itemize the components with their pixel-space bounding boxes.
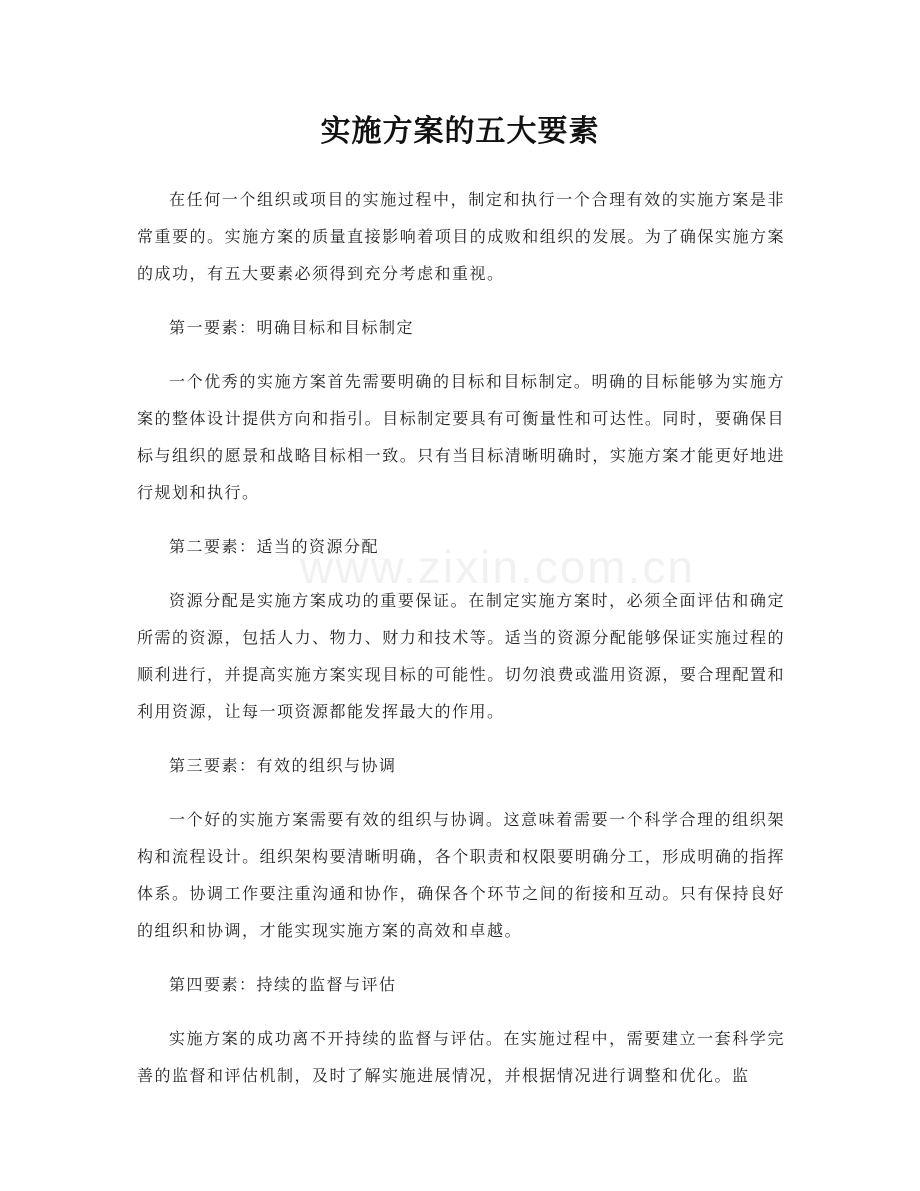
section-paragraph-2: 资源分配是实施方案成功的重要保证。在制定实施方案时，必须全面评估和确定所需的资源，包括人力、物力、财力和技术等。适当的资源分配能够保证实施过程的顺利进行，并提高实施方案实现目标的可能性。切勿浪费或滥用资源，要合理配置和利用资源，让每一项资源都能发挥最大的作用。 [137,591,785,721]
section-paragraph-4: 实施方案的成功离不开持续的监督与评估。在实施过程中，需要建立一套科学完善的监督和评估机制，及时了解实施进展情况，并根据情况进行调整和优化。监 [137,1029,785,1085]
section-heading-2: 第二要素：适当的资源分配 [169,537,380,556]
document-body [137,181,785,1111]
section-paragraph-1: 一个优秀的实施方案首先需要明确的目标和目标制定。明确的目标能够为实施方案的整体设计提供方向和指引。目标制定要具有可衡量性和可达性。同时，要确保目标与组织的愿景和战略目标相一致。只有当目标清晰明确时，实施方案才能更好地进行规划和执行。 [137,372,785,502]
section-heading-1: 第一要素：明确目标和目标制定 [169,318,415,337]
section-paragraph-3: 一个好的实施方案需要有效的组织与协调。这意味着需要一个科学合理的组织架构和流程设计。组织架构要清晰明确，各个职责和权限要明确分工，形成明确的指挥体系。协调工作要注重沟通和协作，确保各个环节之间的衔接和互动。只有保持良好的组织和协调，才能实现实施方案的高效和卓越。 [137,810,785,940]
intro-paragraph: 在任何一个组织或项目的实施过程中，制定和执行一个合理有效的实施方案是非常重要的。实施方案的质量直接影响着项目的成败和组织的发展。为了确保实施方案的成功，有五大要素必须得到充分考虑和重视。 [137,190,785,283]
document-title: 实施方案的五大要素 [320,114,600,149]
watermark: www.zixin.com.cn [300,541,695,593]
section-heading-3: 第三要素：有效的组织与协调 [169,756,397,775]
section-heading-4: 第四要素：持续的监督与评估 [169,975,397,994]
